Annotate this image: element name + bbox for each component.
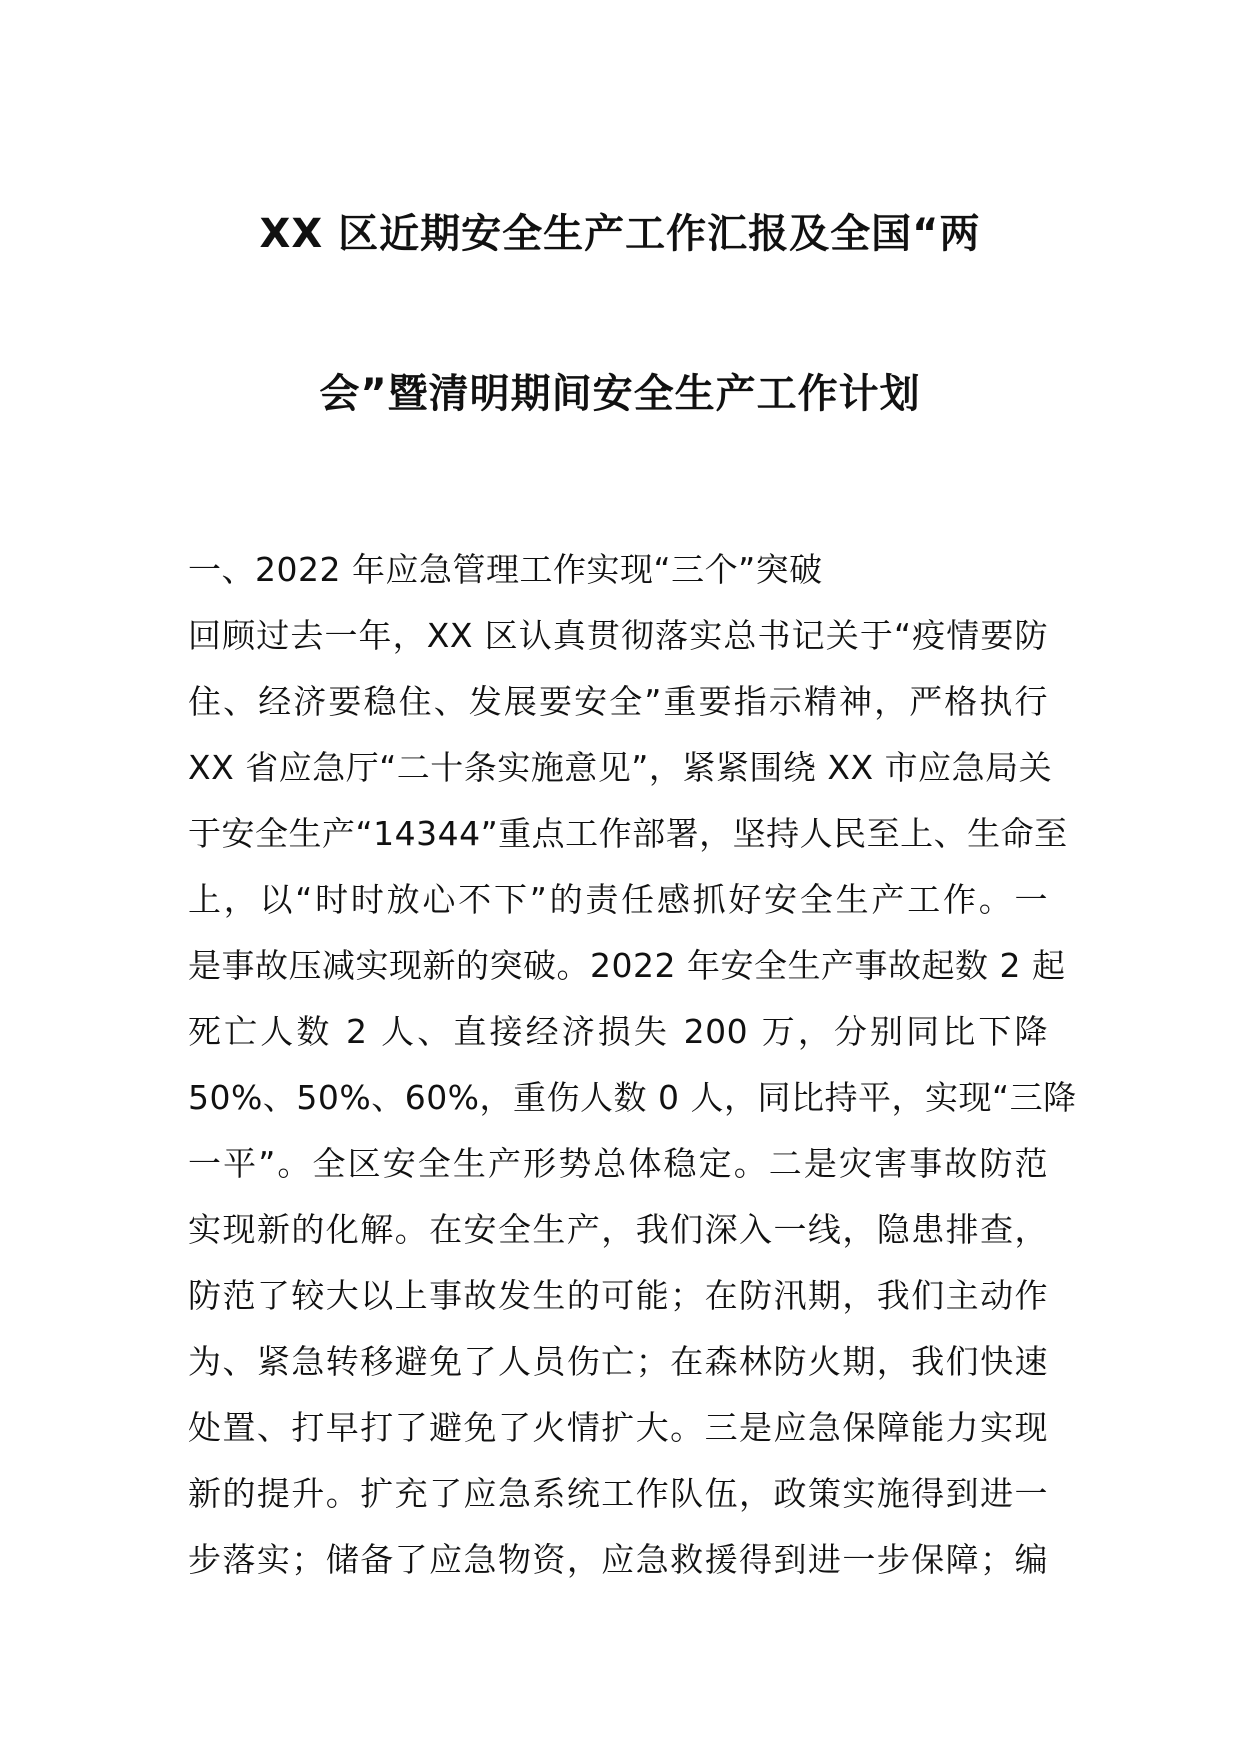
body-line: 住、经济要稳住、发展要安全”重要指示精神，严格执行 [188,682,1048,721]
body-line: 步落实；储备了应急物资，应急救援得到进一步保障；编 [188,1540,1048,1579]
body-line: 上，以“时时放心不下”的责任感抓好安全生产工作。一 [188,880,1048,919]
body-line: 一平”。全区安全生产形势总体稳定。二是灾害事故防范 [188,1144,1048,1183]
body-line: 新的提升。扩充了应急系统工作队伍，政策实施得到进一 [188,1474,1048,1513]
document-title-line-2: 会”暨清明期间安全生产工作计划 [319,371,921,417]
body-line: 50%、50%、60%，重伤人数 0 人，同比持平，实现“三降 [188,1078,1077,1117]
body-line: 防范了较大以上事故发生的可能；在防汛期，我们主动作 [188,1276,1048,1315]
body-line: 于安全生产“14344”重点工作部署，坚持人民至上、生命至 [188,814,1068,853]
document-title-line-1: XX 区近期安全生产工作汇报及全国“两 [259,211,981,257]
body-line: 实现新的化解。在安全生产，我们深入一线，隐患排查， [188,1210,1048,1249]
body-line: 是事故压减实现新的突破。2022 年安全生产事故起数 2 起 [188,946,1066,985]
section-heading: 一、2022 年应急管理工作实现“三个”突破 [188,550,823,589]
body-line: 回顾过去一年，XX 区认真贯彻落实总书记关于“疫情要防 [188,616,1048,655]
body-line: XX 省应急厅“二十条实施意见”，紧紧围绕 XX 市应急局关 [188,748,1053,787]
body-line: 为、紧急转移避免了人员伤亡；在森林防火期，我们快速 [188,1342,1048,1381]
body-line: 处置、打早打了避免了火情扩大。三是应急保障能力实现 [188,1408,1048,1447]
body-line: 死亡人数 2 人、直接经济损失 200 万，分别同比下降 [188,1012,1048,1051]
